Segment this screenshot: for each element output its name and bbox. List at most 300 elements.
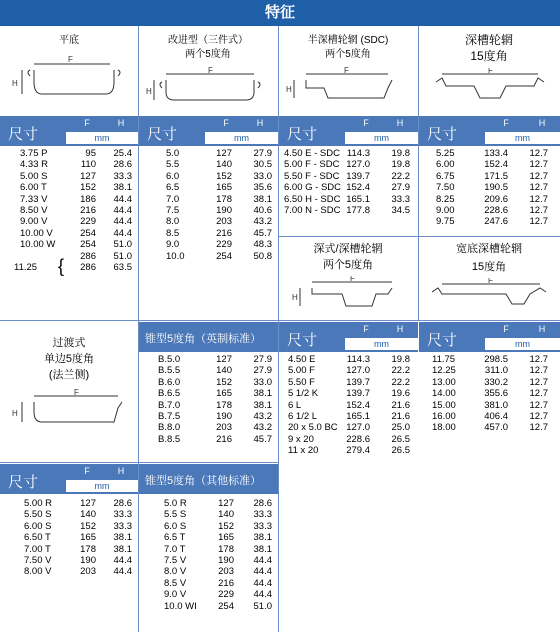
table-cell: 38.1 xyxy=(253,388,272,400)
table-cell: B.5.5 xyxy=(158,365,181,377)
svg-text:F: F xyxy=(74,388,79,397)
table-cell: 457.0 xyxy=(484,422,508,434)
table-cell: 40.6 xyxy=(253,205,272,217)
table-cell: 12.7 xyxy=(529,354,548,365)
table-cell: 5.50 F - SDC xyxy=(284,170,340,182)
table-cell: 19.6 xyxy=(391,388,410,400)
section-caption-transition-3: (法兰侧) xyxy=(48,369,90,381)
table-cell: 33.3 xyxy=(113,520,132,532)
table-cell: B.6.5 xyxy=(158,388,181,400)
svg-text:H: H xyxy=(12,409,18,418)
section-caption-deep5-2: 两个5度角 xyxy=(322,259,374,271)
table-cell: 355.6 xyxy=(484,388,508,400)
flat-size-col xyxy=(20,148,55,251)
section-caption-deep15-2: 15度角 xyxy=(470,49,508,63)
table-cell: 406.4 xyxy=(484,411,508,423)
taper-en-size-col xyxy=(158,354,180,445)
table-cell: 5.5 S xyxy=(164,509,187,521)
page-title: 特征 xyxy=(0,0,560,26)
table-cell: 27.9 xyxy=(391,182,410,194)
table-cell: 6.00 xyxy=(436,159,455,171)
deep15-f-col xyxy=(480,148,508,228)
table-cell: B.8.0 xyxy=(158,422,181,434)
table-cell: 27.9 xyxy=(253,365,272,377)
table-cell: 127 xyxy=(218,498,234,509)
table-cell: 5.00 R xyxy=(24,498,52,509)
table-cell: 186 xyxy=(80,193,96,205)
deep5-size-col xyxy=(288,354,338,457)
table-cell: 6.00 S xyxy=(24,520,52,532)
f-header: F xyxy=(223,118,229,128)
table-cell: 22.2 xyxy=(391,365,410,377)
table-cell: 127 xyxy=(216,354,232,365)
table-cell: 21.6 xyxy=(391,399,410,411)
table-cell: 5 1/2 K xyxy=(288,388,319,400)
f-header: F xyxy=(363,324,369,334)
mm-unit: mm xyxy=(205,132,278,144)
table-cell: 178 xyxy=(216,399,232,411)
modified-f-col xyxy=(210,148,232,262)
table-cell: 140 xyxy=(80,509,96,521)
table-cell: 44.4 xyxy=(253,589,272,601)
table-cell: 8.5 xyxy=(166,227,180,239)
table-cell: 190 xyxy=(216,205,232,217)
sdc-profile xyxy=(284,66,414,110)
table-cell: 6.5 T xyxy=(164,532,186,544)
table-cell: 18.00 xyxy=(432,422,456,434)
table-cell: 12.7 xyxy=(529,422,548,434)
mm-unit: mm xyxy=(345,132,418,144)
table-cell: 33.3 xyxy=(253,509,272,521)
table-cell: 12.7 xyxy=(529,411,548,423)
divider xyxy=(418,26,419,320)
table-cell: 12.7 xyxy=(529,388,548,400)
divider xyxy=(0,462,278,463)
sdc-size-col xyxy=(284,148,341,216)
size-header: 尺寸 xyxy=(8,126,39,143)
table-cell: 381.0 xyxy=(484,399,508,411)
table-cell: 30.5 xyxy=(253,159,272,171)
table-cell: 9.0 V xyxy=(164,589,187,601)
table-cell: 43.2 xyxy=(253,422,272,434)
flat-base-profile xyxy=(8,52,133,104)
table-cell: 7.0 xyxy=(166,193,180,205)
table-cell: 127.0 xyxy=(346,365,370,377)
table-cell: 209.6 xyxy=(484,193,508,205)
flat-size-11-25: 11.25 xyxy=(14,262,38,273)
table-cell: 178 xyxy=(80,543,96,555)
table-cell: 12.7 xyxy=(529,205,548,217)
table-cell: 4.33 R xyxy=(20,159,48,171)
table-cell: 45.7 xyxy=(253,433,272,445)
table-cell: 5.00 F - SDC xyxy=(284,159,340,171)
table-cell: 44.4 xyxy=(113,205,132,217)
wide15-h-col xyxy=(522,354,548,434)
table-cell: 12.7 xyxy=(529,399,548,411)
section-caption-deep5: 深式/深槽轮辋 xyxy=(313,243,383,255)
table-cell: 28.6 xyxy=(113,159,132,171)
table-cell: 4.50 E - SDC xyxy=(284,148,340,159)
table-cell: 38.1 xyxy=(113,182,132,194)
size-header: 尺寸 xyxy=(427,332,458,349)
section-caption-deep15: 深槽轮辋 xyxy=(464,33,513,47)
wide15-size-col xyxy=(432,354,456,434)
table-cell: 38.1 xyxy=(253,399,272,411)
h-header: H xyxy=(538,118,546,128)
table-cell: 7.0 T xyxy=(164,543,186,555)
table-cell: 133.4 xyxy=(484,148,508,159)
table-cell: 63.5 xyxy=(113,262,132,274)
table-cell: 12.7 xyxy=(529,148,548,159)
table-cell: 140 xyxy=(218,509,234,521)
table-cell: 152 xyxy=(80,182,96,194)
table-cell: 6.0 xyxy=(166,170,180,182)
table-cell: 7.5 V xyxy=(164,555,187,567)
table-cell: 11 x 20 xyxy=(288,445,319,457)
table-cell: 10.0 WI xyxy=(164,600,197,612)
h-header: H xyxy=(256,118,264,128)
table-cell: 139.7 xyxy=(346,170,370,182)
table-cell: 3.75 P xyxy=(20,148,48,159)
table-cell: 19.8 xyxy=(391,354,410,365)
table-cell: 203 xyxy=(218,566,234,578)
table-cell: 38.1 xyxy=(113,543,132,555)
table-cell: B.5.0 xyxy=(158,354,181,365)
table-cell: 286 xyxy=(80,250,96,262)
table-header-transition xyxy=(0,464,138,494)
table-cell: 33.3 xyxy=(113,509,132,521)
mm-unit: mm xyxy=(485,132,560,144)
table-cell: 254 xyxy=(216,250,232,262)
mm-unit: mm xyxy=(66,132,138,144)
table-cell: 6.0 S xyxy=(164,520,187,532)
table-cell: 165 xyxy=(216,388,232,400)
table-cell: 8.25 xyxy=(436,193,455,205)
table-cell: 10.0 xyxy=(166,250,185,262)
table-cell: 7.5 xyxy=(166,205,180,217)
table-cell: 152.4 xyxy=(346,182,370,194)
table-cell: 25.4 xyxy=(113,148,132,159)
table-cell: 216 xyxy=(80,205,96,217)
table-cell: 19.8 xyxy=(391,148,410,159)
table-cell: 6.50 H - SDC xyxy=(284,193,341,205)
table-cell: 203 xyxy=(216,216,232,228)
table-cell: 5.00 S xyxy=(20,170,48,182)
table-cell: 8.0 xyxy=(166,216,180,228)
table-cell: 12.7 xyxy=(529,365,548,377)
table-cell: 15.00 xyxy=(432,399,456,411)
mm-unit: mm xyxy=(66,480,138,492)
h-header: H xyxy=(117,118,125,128)
table-cell: 43.2 xyxy=(253,411,272,423)
table-cell: 165 xyxy=(218,532,234,544)
table-cell: 33.3 xyxy=(391,193,410,205)
table-cell: 10.00 V xyxy=(20,227,53,239)
table-header-deep15 xyxy=(419,116,560,146)
table-cell: 38.1 xyxy=(113,532,132,544)
deep15-profile xyxy=(430,68,550,108)
table-cell: 5.25 xyxy=(436,148,455,159)
table-cell: 44.4 xyxy=(113,566,132,578)
table-cell: 34.5 xyxy=(391,205,410,217)
table-cell: 171.5 xyxy=(484,170,508,182)
f-header: F xyxy=(503,118,509,128)
table-cell: 229 xyxy=(80,216,96,228)
table-cell: 14.00 xyxy=(432,388,456,400)
table-cell: 26.5 xyxy=(391,445,410,457)
table-cell: 43.2 xyxy=(253,216,272,228)
table-cell: 27.9 xyxy=(253,354,272,365)
table-header-sdc xyxy=(279,116,418,146)
table-cell: 6 1/2 L xyxy=(288,411,318,423)
table-cell: 165 xyxy=(216,182,232,194)
section-caption-modified-2: 两个5度角 xyxy=(185,49,231,60)
table-cell: 33.0 xyxy=(253,170,272,182)
table-cell: 127.0 xyxy=(346,159,370,171)
table-cell: 229 xyxy=(216,239,232,251)
divider xyxy=(278,236,560,237)
table-cell: 20 x 5.0 BC xyxy=(288,422,338,434)
deep5-profile xyxy=(288,276,412,316)
table-cell: 44.4 xyxy=(253,555,272,567)
section-caption-modified: 改进型（三件式） xyxy=(168,35,248,46)
section-caption-flat: 平底 xyxy=(59,35,79,46)
deep15-size-col xyxy=(436,148,455,228)
table-cell: 298.5 xyxy=(484,354,508,365)
table-cell: 152.4 xyxy=(484,159,508,171)
section-caption-transition-2: 单边5度角 xyxy=(43,353,95,365)
transition-h-col xyxy=(104,498,132,578)
table-header-modified xyxy=(139,116,278,146)
taper-other-f-col xyxy=(212,498,234,612)
table-cell: 152 xyxy=(80,520,96,532)
svg-text:F: F xyxy=(344,66,349,75)
table-cell: 152 xyxy=(218,520,234,532)
table-cell: 5.00 F xyxy=(288,365,315,377)
table-cell: 140 xyxy=(216,365,232,377)
taper-en-h-col xyxy=(246,354,272,445)
divider xyxy=(138,26,139,462)
table-cell: 254 xyxy=(218,600,234,612)
table-cell: 9.75 xyxy=(436,216,455,228)
table-cell: 5.50 F xyxy=(288,376,315,388)
table-cell: 247.6 xyxy=(484,216,508,228)
divider xyxy=(0,320,560,321)
table-cell: 311.0 xyxy=(484,365,508,377)
table-header-deep5 xyxy=(279,322,418,352)
table-cell: 190 xyxy=(216,411,232,423)
taper-other-size-col xyxy=(164,498,197,612)
section-caption-wide15-2: 15度角 xyxy=(471,261,507,273)
table-cell: B.8.5 xyxy=(158,433,181,445)
table-cell: 33.3 xyxy=(253,520,272,532)
table-cell: 140 xyxy=(216,159,232,171)
table-cell: 44.4 xyxy=(113,227,132,239)
table-cell: 127 xyxy=(216,148,232,159)
table-cell: 44.4 xyxy=(113,216,132,228)
table-cell: 22.2 xyxy=(391,170,410,182)
table-cell: 127 xyxy=(80,170,96,182)
svg-text:H: H xyxy=(292,293,298,302)
table-cell: 28.6 xyxy=(113,498,132,509)
h-header: H xyxy=(117,466,125,476)
table-cell: 7.33 V xyxy=(20,193,48,205)
table-cell: 139.7 xyxy=(346,376,370,388)
taper-other-caption: 锥型5度角（其他标准） xyxy=(145,475,262,487)
table-cell: 114.3 xyxy=(346,148,370,159)
table-cell: 7.00 T xyxy=(24,543,51,555)
table-cell: 7.00 N - SDC xyxy=(284,205,341,217)
table-cell: 5.5 xyxy=(166,159,180,171)
table-cell: 6.5 xyxy=(166,182,180,194)
table-cell: 51.0 xyxy=(113,250,132,262)
table-cell: 35.6 xyxy=(253,182,272,194)
table-cell: 25.0 xyxy=(391,422,410,434)
table-cell: 95 xyxy=(85,148,96,159)
table-cell: 190 xyxy=(80,555,96,567)
table-cell: 12.25 xyxy=(432,365,456,377)
table-cell: 152.4 xyxy=(346,399,370,411)
table-cell: 254 xyxy=(80,227,96,239)
table-cell: 178 xyxy=(218,543,234,555)
table-cell: 50.8 xyxy=(253,250,272,262)
taper-en-f-col xyxy=(210,354,232,445)
sdc-h-col xyxy=(382,148,410,216)
h-header: H xyxy=(396,118,404,128)
table-cell: 44.4 xyxy=(113,555,132,567)
f-header: F xyxy=(363,118,369,128)
wide15-profile xyxy=(428,278,554,314)
section-caption-wide15: 宽底深槽轮辋 xyxy=(456,243,522,255)
table-cell: 21.6 xyxy=(391,411,410,423)
table-header-taper-other xyxy=(139,464,278,494)
section-caption-transition: 过渡式 xyxy=(52,337,86,349)
table-header-wide15 xyxy=(419,322,560,352)
table-cell: 48.3 xyxy=(253,239,272,251)
table-cell: 38.1 xyxy=(253,193,272,205)
table-cell: 279.4 xyxy=(346,445,370,457)
transition-f-col xyxy=(70,498,96,578)
svg-text:F: F xyxy=(488,278,493,285)
svg-text:H: H xyxy=(146,87,152,96)
f-header: F xyxy=(503,324,509,334)
table-cell: 6.75 xyxy=(436,170,455,182)
table-cell: 26.5 xyxy=(391,433,410,445)
table-cell: 9.00 V xyxy=(20,216,48,228)
section-caption-sdc-2: 两个5度角 xyxy=(325,49,371,60)
table-cell: 12.7 xyxy=(529,193,548,205)
table-cell: 190.5 xyxy=(484,182,508,194)
size-header: 尺寸 xyxy=(427,126,458,143)
table-cell: 10.00 W xyxy=(20,239,56,251)
table-cell: 44.4 xyxy=(113,193,132,205)
table-cell: 216 xyxy=(218,577,234,589)
svg-text:F: F xyxy=(488,68,493,75)
table-cell: 6.00 G - SDC xyxy=(284,182,342,194)
table-cell: 12.7 xyxy=(529,182,548,194)
table-cell: 165 xyxy=(80,532,96,544)
table-cell: 7.50 xyxy=(436,182,455,194)
table-cell: 228.6 xyxy=(484,205,508,217)
table-cell: 16.00 xyxy=(432,411,456,423)
flat-f-col xyxy=(70,148,96,273)
table-cell: B.7.5 xyxy=(158,411,181,423)
modified-size-col xyxy=(166,148,185,262)
table-cell: 178 xyxy=(216,193,232,205)
table-cell: 44.4 xyxy=(253,577,272,589)
size-header: 尺寸 xyxy=(287,332,318,349)
table-cell: 190 xyxy=(218,555,234,567)
svg-text:F: F xyxy=(68,55,73,64)
brace: { xyxy=(58,256,65,276)
table-cell: 177.8 xyxy=(346,205,370,217)
f-header: F xyxy=(84,118,90,128)
table-cell: 330.2 xyxy=(484,376,508,388)
table-cell: 19.8 xyxy=(391,159,410,171)
table-cell: 165.1 xyxy=(346,193,370,205)
mm-unit: mm xyxy=(485,338,560,350)
table-cell: 152 xyxy=(216,170,232,182)
table-cell: 110 xyxy=(80,159,96,171)
table-cell: 8.50 V xyxy=(20,205,48,217)
deep15-h-col xyxy=(522,148,548,228)
table-cell: 28.6 xyxy=(253,498,272,509)
svg-text:H: H xyxy=(286,85,292,94)
table-cell: 229 xyxy=(218,589,234,601)
table-cell: 9 x 20 xyxy=(288,433,314,445)
taper-other-h-col xyxy=(246,498,272,612)
taper-en-caption: 锥型5度角（英制标准） xyxy=(145,333,262,345)
table-cell: 6.00 T xyxy=(20,182,47,194)
table-cell: 6.50 T xyxy=(24,532,51,544)
table-cell: 38.1 xyxy=(253,532,272,544)
table-cell: 38.1 xyxy=(253,543,272,555)
table-cell: 9.00 xyxy=(436,205,455,217)
wide15-f-col xyxy=(480,354,508,434)
table-cell: 33.0 xyxy=(253,376,272,388)
table-cell: 165.1 xyxy=(346,411,370,423)
table-cell: 33.3 xyxy=(113,170,132,182)
modified-h-col xyxy=(246,148,272,262)
svg-text:H: H xyxy=(12,79,18,88)
f-header: F xyxy=(84,466,90,476)
table-cell: 203 xyxy=(80,566,96,578)
table-cell: 5.0 R xyxy=(164,498,187,509)
table-cell: B.7.0 xyxy=(158,399,181,411)
table-cell: 228.6 xyxy=(346,433,370,445)
deep5-h-col xyxy=(382,354,410,457)
table-cell: 254 xyxy=(80,239,96,251)
table-cell: 127.0 xyxy=(346,422,370,434)
svg-text:F: F xyxy=(208,66,213,75)
table-cell: 127 xyxy=(80,498,96,509)
size-header: 尺寸 xyxy=(8,474,39,491)
table-cell: 152 xyxy=(216,376,232,388)
table-cell: 4.50 E xyxy=(288,354,316,365)
flat-h-col xyxy=(104,148,132,273)
table-cell: 8.00 V xyxy=(24,566,52,578)
deep5-f-col xyxy=(344,354,370,457)
transition-size-col xyxy=(24,498,52,578)
table-cell: 44.4 xyxy=(253,566,272,578)
table-cell: 203 xyxy=(216,422,232,434)
table-cell: 139.7 xyxy=(346,388,370,400)
mm-unit: mm xyxy=(345,338,418,350)
table-cell: 11.75 xyxy=(432,354,456,365)
size-header: 尺寸 xyxy=(147,126,178,143)
table-cell: 7.50 V xyxy=(24,555,52,567)
table-cell: 51.0 xyxy=(253,600,272,612)
